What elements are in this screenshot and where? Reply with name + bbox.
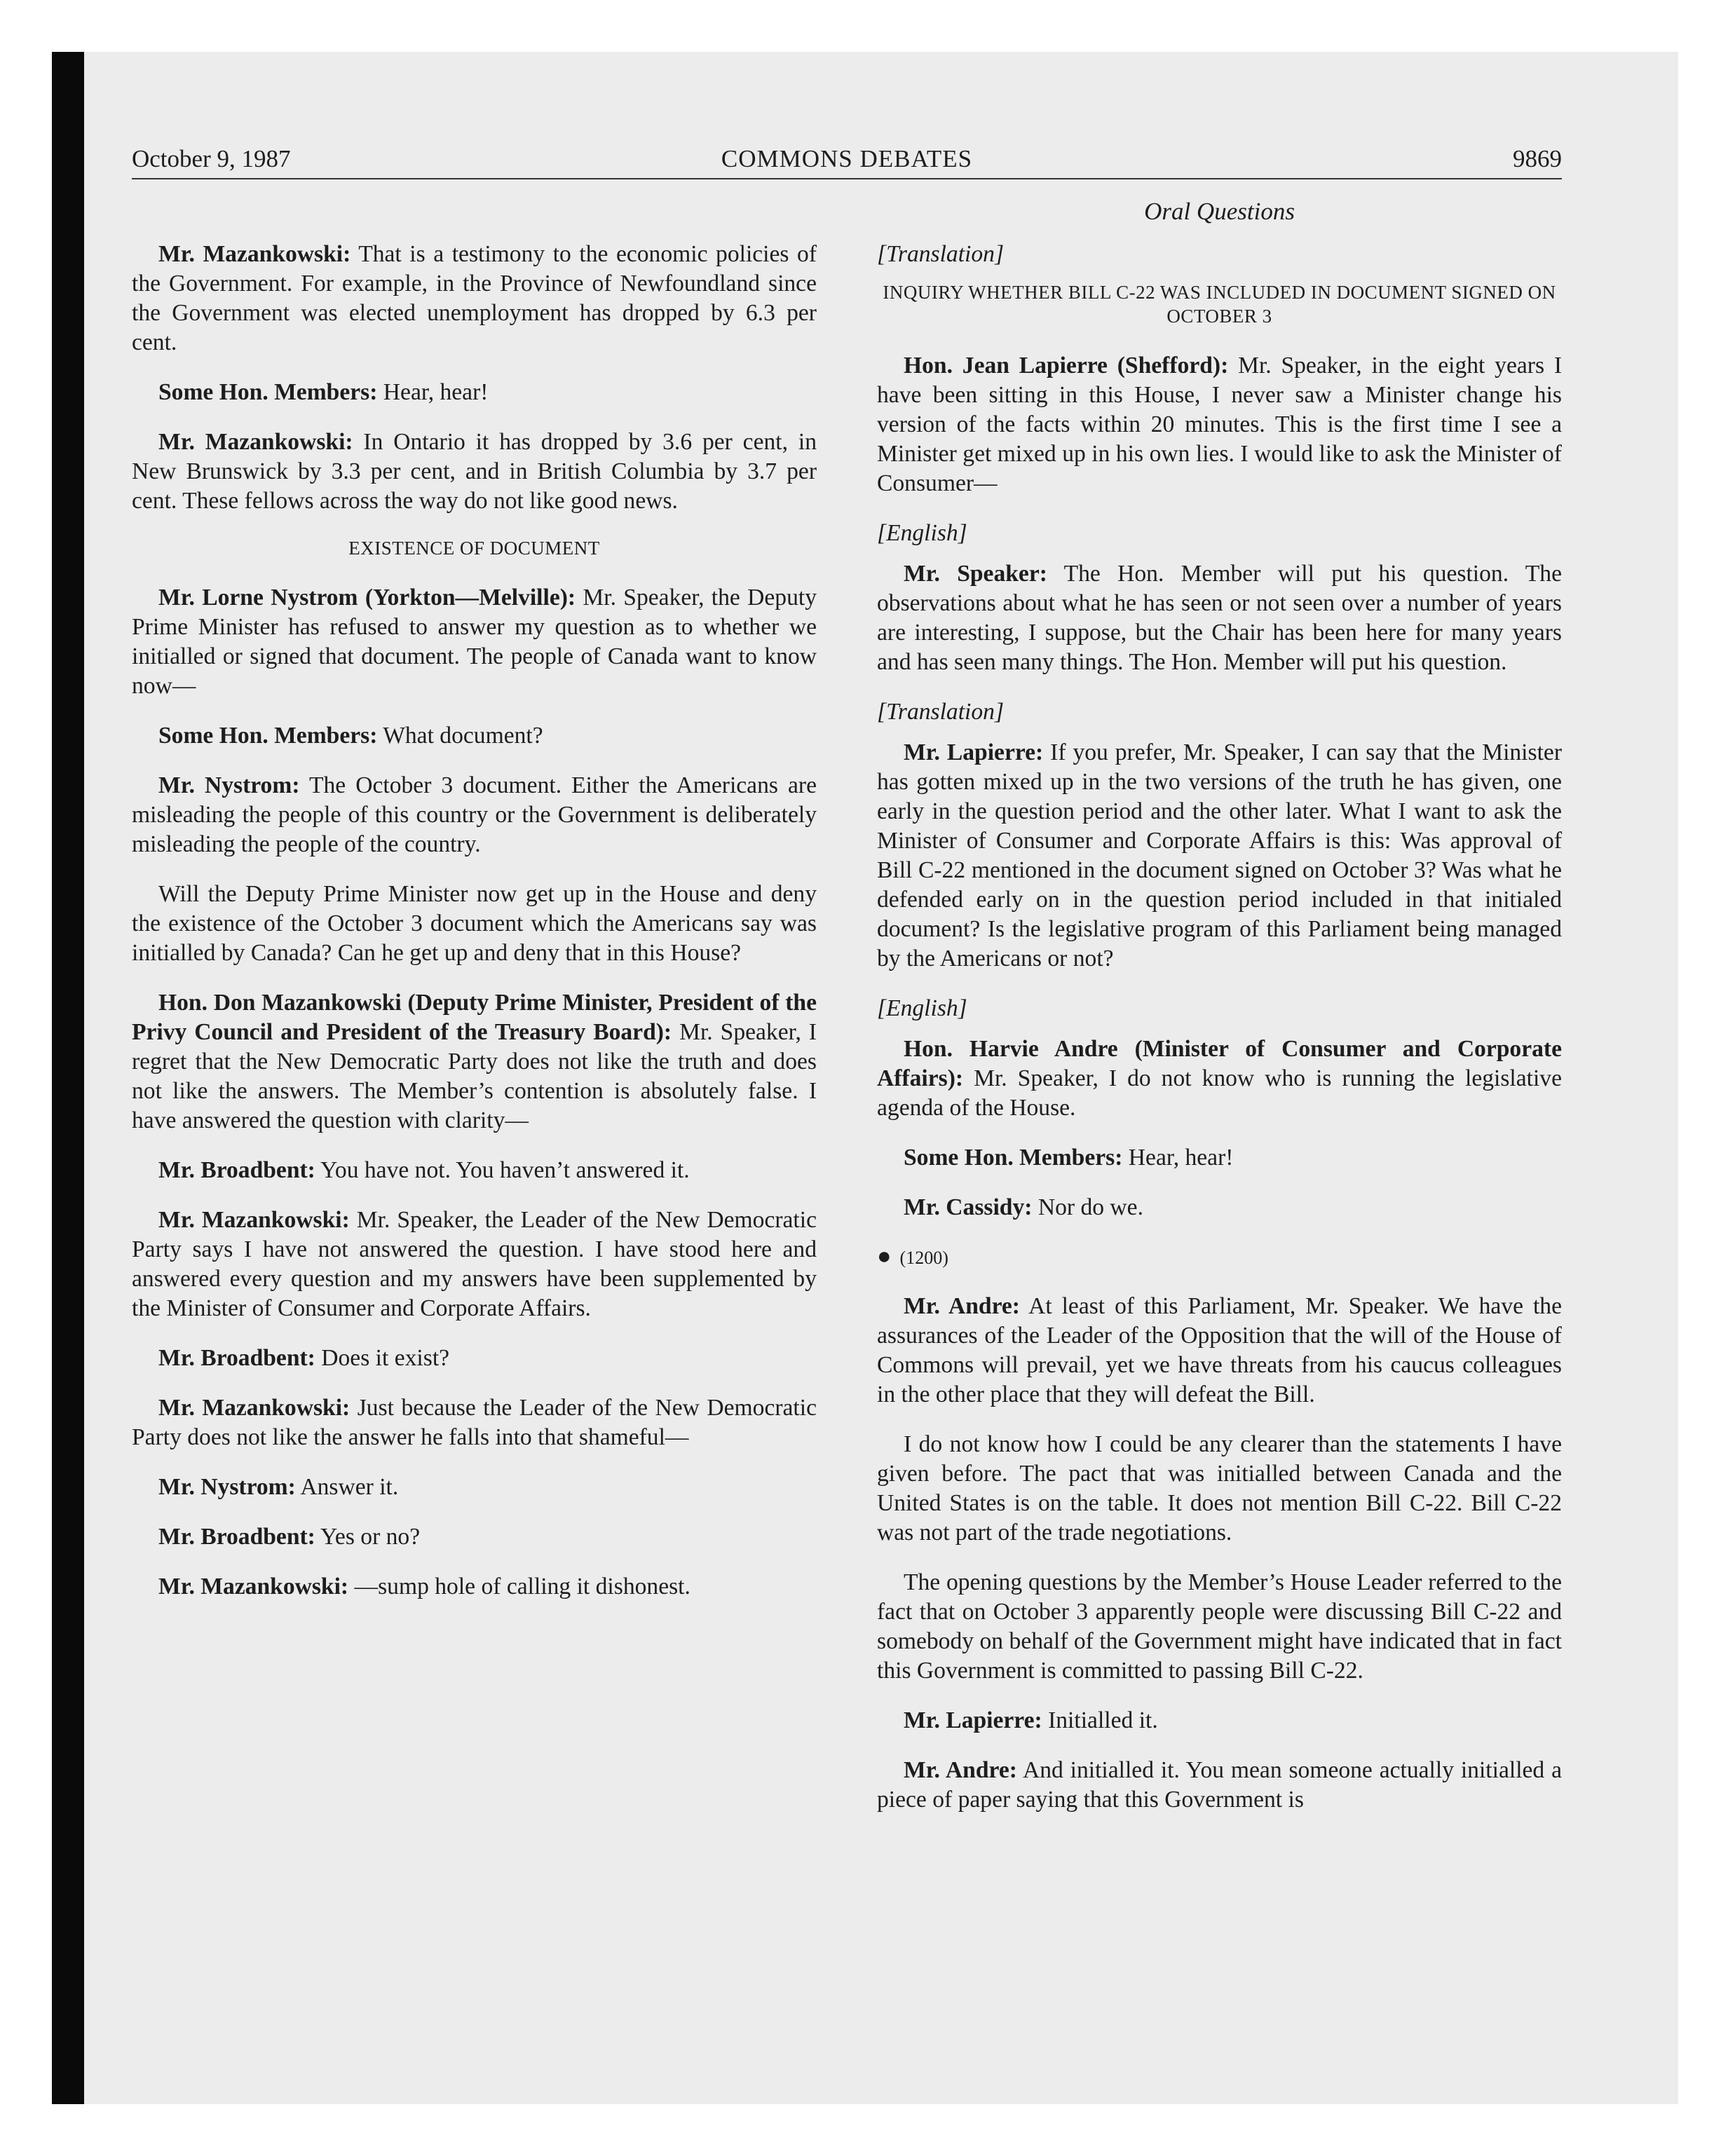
subject-heading: INQUIRY WHETHER BILL C-22 WAS INCLUDED IN DOCUMENT SIGNED ON OCTOBER 3 bbox=[883, 282, 1556, 327]
speech-text: Hear, hear! bbox=[377, 379, 489, 405]
speech-text: I do not know how I could be any clearer than the statements I have given before. The pact that was initialled between Canada and the United States is on the table. It does not mention Bill C-22. Bill C-22 was not part of the trade negotiations. bbox=[877, 1431, 1562, 1546]
header-rule bbox=[132, 178, 1562, 179]
speaker-name: Some Hon. Members: bbox=[158, 379, 378, 405]
speech-text: Answer it. bbox=[295, 1474, 399, 1500]
speech-paragraph bbox=[132, 988, 817, 1135]
speech-text: Does it exist? bbox=[315, 1345, 450, 1371]
speech-text: And initialled it. You mean someone actually initialled a piece of paper saying that this Government is bbox=[877, 1757, 1562, 1813]
speech-paragraph bbox=[877, 1143, 1562, 1173]
speech-text: Mr. Speaker, the Deputy Prime Minister has refused to answer my question as to whether we initialled or signed that document. The people of Canada want to know now— bbox=[132, 585, 817, 699]
time-label: (1200) bbox=[899, 1248, 948, 1268]
speech-paragraph bbox=[132, 583, 817, 701]
speech-paragraph bbox=[877, 351, 1562, 498]
speech-text: —sump hole of calling it dishonest. bbox=[348, 1574, 690, 1599]
speech-paragraph bbox=[132, 428, 817, 516]
speech-paragraph bbox=[877, 738, 1562, 974]
speech-text: The opening questions by the Member’s House Leader referred to the fact that on October 3 apparently people were discussing Bill C-22 and somebody on behalf of the Government might have indicated that in fact this Government is committed to passing Bill C-22. bbox=[877, 1569, 1562, 1684]
speech-text: Mr. Speaker, the Leader of the New Democratic Party says I have not answered the question. I have stood here and answered every question and my answers have been supplemented by the Minister of Consumer and Corporate Affairs. bbox=[132, 1207, 817, 1321]
header-date: October 9, 1987 bbox=[132, 145, 291, 172]
speech-text: If you prefer, Mr. Speaker, I can say that the Minister has gotten mixed up in the two versions of the truth he has given, one early in the question period and the other later. What I want to ask the Minister of Consumer and Corporate Affairs is this: Was approval of Bill C-22 mentioned in the document signed on October 3? Was what he defended early on in the question period included in that initialed document? Is the legislative program of this Parliament being managed by the Americans or not? bbox=[877, 739, 1562, 971]
speaker-name: Mr. Broadbent: bbox=[158, 1524, 315, 1550]
speech-paragraph bbox=[132, 1572, 817, 1602]
section-title: Oral Questions bbox=[1144, 198, 1295, 225]
speech-text: Nor do we. bbox=[1032, 1194, 1143, 1220]
speaker-name: Hon. Harvie Andre (Minister of Consumer and Corporate Affairs): bbox=[877, 1036, 1562, 1091]
speech-text: The Hon. Member will put his question. The observations about what he has seen or not seen over a number of years are interesting, I suppose, but the Chair has been here for many years and has seen many things. The Hon. Member will put his question. bbox=[877, 561, 1562, 675]
speaker-name: Some Hon. Members: bbox=[904, 1145, 1123, 1171]
speaker-name: Hon. Jean Lapierre (Shefford): bbox=[904, 353, 1229, 378]
language-note: [English] bbox=[877, 520, 967, 546]
subject-heading: EXISTENCE OF DOCUMENT bbox=[348, 538, 600, 559]
speech-paragraph bbox=[132, 378, 817, 407]
speech-paragraph bbox=[877, 1035, 1562, 1123]
speech-text: Hear, hear! bbox=[1122, 1145, 1234, 1171]
speech-paragraph bbox=[132, 771, 817, 859]
speaker-name: Hon. Don Mazankowski (Deputy Prime Minister, President of the Privy Council and President of the Treasury Board): bbox=[132, 990, 817, 1045]
speech-paragraph bbox=[132, 240, 817, 357]
speech-paragraph bbox=[132, 1473, 817, 1502]
scan-binding-edge bbox=[52, 52, 84, 2104]
speech-text: Mr. Speaker, in the eight years I have been sitting in this House, I never saw a Minister change his version of the facts within 20 minutes. This is the first time I see a Minister get mixed up in his own lies. I would like to ask the Minister of Consumer— bbox=[877, 353, 1563, 496]
speech-text: The October 3 document. Either the Americans are misleading the people of this country or the Government is deliberately misleading the people of the country. bbox=[132, 772, 817, 857]
page-number: 9869 bbox=[1513, 145, 1562, 172]
speaker-name: Some Hon. Members: bbox=[158, 723, 378, 749]
speech-text: Mr. Speaker, I regret that the New Democratic Party does not like the truth and does not like the answers. The Member’s contention is absolutely false. I have answered the question with clarity— bbox=[132, 1019, 817, 1133]
time-marker bbox=[877, 1243, 1562, 1272]
speaker-name: Mr. Broadbent: bbox=[158, 1345, 315, 1371]
speaker-name: Mr. Nystrom: bbox=[158, 772, 300, 798]
right-column bbox=[877, 240, 1562, 1835]
speech-paragraph bbox=[877, 1430, 1562, 1548]
speech-text: Will the Deputy Prime Minister now get up in the House and deny the existence of the October 3 document which the Americans say was initialled by Canada? Can he get up and deny that in this House? bbox=[132, 881, 817, 966]
speech-text: Just because the Leader of the New Democratic Party does not like the answer he falls into that shameful— bbox=[132, 1395, 817, 1450]
speech-text: Yes or no? bbox=[315, 1524, 421, 1550]
running-head bbox=[132, 143, 1562, 175]
speaker-name: Mr. Mazankowski: bbox=[158, 1574, 349, 1599]
speech-text: Mr. Speaker, I do not know who is running the legislative agenda of the House. bbox=[877, 1065, 1562, 1121]
speech-paragraph bbox=[877, 1568, 1562, 1686]
speech-paragraph bbox=[132, 880, 817, 968]
left-column bbox=[132, 240, 817, 1622]
speech-text: Initialled it. bbox=[1042, 1707, 1158, 1733]
speech-paragraph bbox=[877, 1756, 1562, 1815]
speech-paragraph bbox=[877, 1193, 1562, 1222]
speaker-name: Mr. Broadbent: bbox=[158, 1157, 315, 1183]
speech-text: You have not. You haven’t answered it. bbox=[315, 1157, 690, 1183]
speech-paragraph bbox=[877, 1706, 1562, 1735]
speech-text: At least of this Parliament, Mr. Speaker. We have the assurances of the Leader of the Opposition that the will of the House of Commons will prevail, yet we have threats from his caucus colleagues in the other place that they will defeat the Bill. bbox=[877, 1293, 1562, 1407]
speaker-name: Mr. Andre: bbox=[904, 1293, 1020, 1319]
speech-paragraph bbox=[132, 1156, 817, 1185]
speaker-name: Mr. Mazankowski: bbox=[158, 429, 353, 455]
document-page bbox=[132, 143, 1562, 1937]
speaker-name: Mr. Cassidy: bbox=[904, 1194, 1033, 1220]
speech-paragraph bbox=[132, 721, 817, 751]
speaker-name: Mr. Andre: bbox=[904, 1757, 1017, 1783]
speaker-name: Mr. Mazankowski: bbox=[158, 1395, 351, 1421]
speaker-name: Mr. Lapierre: bbox=[904, 739, 1044, 765]
speaker-name: Mr. Nystrom: bbox=[158, 1474, 296, 1500]
language-note: [Translation] bbox=[877, 241, 1005, 267]
speaker-name: Mr. Speaker: bbox=[904, 561, 1047, 587]
speech-text: That is a testimony to the economic policies of the Government. For example, in the Province of Newfoundland since the Government was elected unemployment has dropped by 6.3 per cent. bbox=[132, 241, 817, 355]
speech-paragraph bbox=[877, 1292, 1562, 1410]
speaker-name: Mr. Lorne Nystrom (Yorkton—Melville): bbox=[158, 585, 576, 610]
language-note: [Translation] bbox=[877, 699, 1005, 725]
speech-paragraph bbox=[132, 1522, 817, 1552]
speaker-name: Mr. Mazankowski: bbox=[158, 1207, 350, 1233]
speech-paragraph bbox=[132, 1393, 817, 1452]
speech-paragraph bbox=[132, 1206, 817, 1323]
speech-text: What document? bbox=[377, 723, 543, 749]
speech-paragraph bbox=[877, 559, 1562, 677]
speaker-name: Mr. Mazankowski: bbox=[158, 241, 351, 267]
journal-title: COMMONS DEBATES bbox=[721, 145, 973, 172]
speaker-name: Mr. Lapierre: bbox=[904, 1707, 1042, 1733]
language-note: [English] bbox=[877, 995, 967, 1021]
bullet-icon: ● bbox=[877, 1243, 892, 1269]
speech-paragraph bbox=[132, 1344, 817, 1373]
speech-text: In Ontario it has dropped by 3.6 per cent, in New Brunswick by 3.3 per cent, and in British Columbia by 3.7 per cent. These fellows across the way do not like good news. bbox=[132, 429, 817, 514]
